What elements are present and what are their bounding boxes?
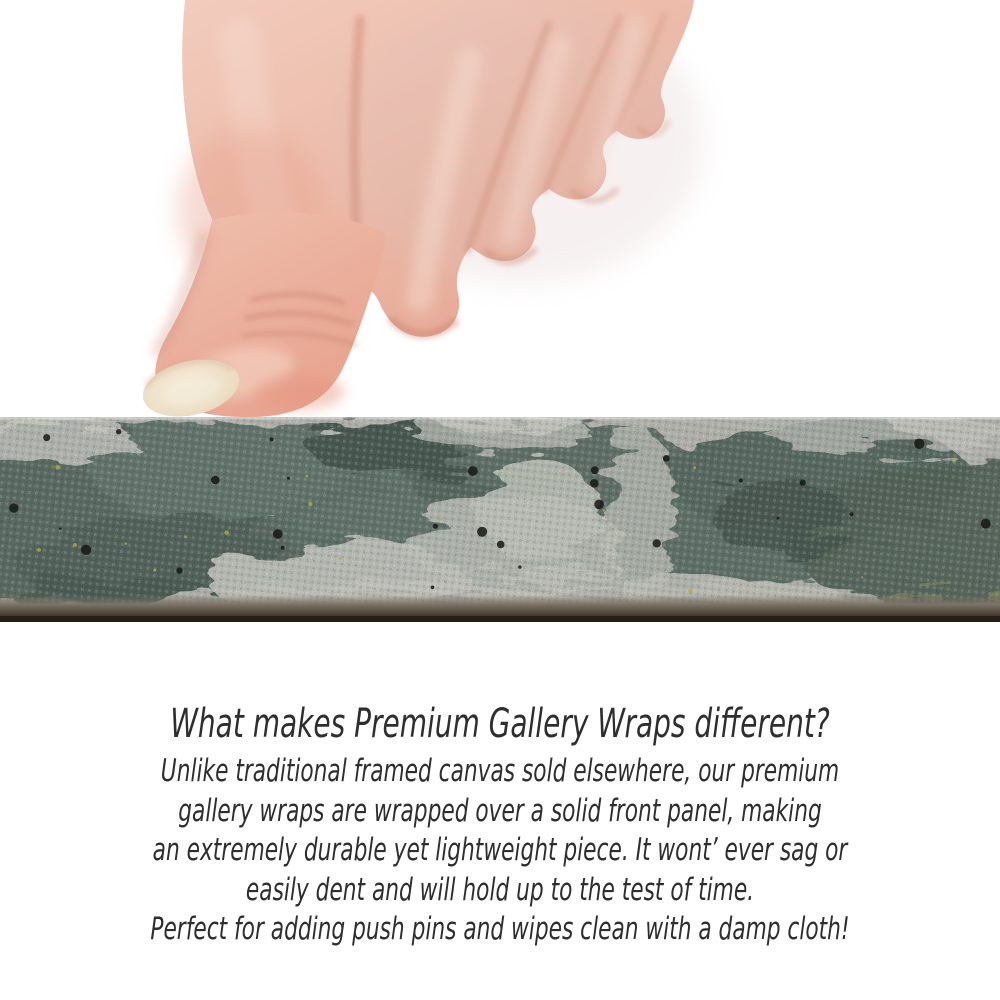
speckle-dot — [663, 455, 670, 462]
speckle-dot — [287, 477, 290, 480]
speckle-dot — [590, 479, 599, 488]
speckle-dot — [653, 539, 661, 547]
speckle-dot — [594, 500, 604, 510]
caption-headline: What makes Premium Gallery Wraps different? — [170, 701, 830, 747]
speckle-dot — [693, 466, 696, 469]
speckle-dot — [603, 509, 605, 511]
canvas-strip-photo — [0, 417, 1000, 622]
speckle-dot — [591, 466, 599, 474]
speckle-dot — [431, 586, 435, 590]
speckle-dot — [481, 563, 483, 565]
thumb — [137, 212, 385, 420]
speckle-dot — [849, 512, 853, 516]
speckle-dot — [776, 576, 778, 578]
speckle-dot — [952, 459, 956, 463]
speckle-dot — [518, 565, 521, 568]
speckle-dot — [688, 589, 692, 593]
speckle-dot — [339, 557, 342, 560]
speckle-dot — [116, 429, 121, 434]
caption-block — [0, 701, 1000, 950]
speckle-dot — [270, 437, 274, 441]
canvas-texture — [0, 417, 1000, 622]
speckle-dot — [477, 527, 487, 537]
speckle-dot — [211, 476, 220, 485]
speckle-dot — [176, 567, 182, 573]
speckle-dot — [81, 545, 91, 555]
speckle-dot — [914, 439, 924, 449]
speckle-dot — [224, 530, 228, 534]
speckle-dot — [153, 569, 156, 572]
speckle-dot — [273, 529, 283, 539]
speckle-dot — [125, 542, 128, 545]
speckle-dot — [73, 543, 77, 547]
speckle-dot — [281, 546, 285, 550]
speckle-dot — [433, 524, 438, 529]
panel-edge — [0, 595, 1000, 622]
caption-line: Perfect for adding push pins and wipes clean with a damp cloth! — [150, 911, 850, 947]
speckle-dot — [43, 434, 50, 441]
speckle-dot — [306, 475, 309, 478]
caption-line: Unlike traditional framed canvas sold elsewhere, our premium — [160, 753, 840, 789]
speckle-dot — [55, 465, 60, 470]
speckle-dot — [184, 535, 187, 538]
caption-line: an extremely durable yet lightweight piece. It wont’ ever sag or — [152, 832, 848, 868]
speckle-dot — [981, 519, 991, 529]
speckle-dot — [468, 466, 478, 476]
speckle-dot — [739, 479, 743, 483]
speckle-dot — [308, 502, 312, 506]
speckle-dot — [9, 503, 18, 512]
speckle-dot — [800, 480, 806, 486]
speckle-dot — [439, 518, 442, 521]
speckle-dot — [497, 541, 505, 549]
caption-line: gallery wraps are wrapped over a solid front panel, making — [178, 792, 822, 829]
speckle-dot — [59, 527, 62, 530]
speckle-dot — [861, 576, 863, 578]
hand-pressing-thumb-photo — [0, 0, 1000, 420]
speckle-dot — [37, 548, 41, 552]
speckle-dot — [777, 517, 780, 520]
caption-line: easily dent and will hold up to the test of time. — [245, 871, 755, 908]
